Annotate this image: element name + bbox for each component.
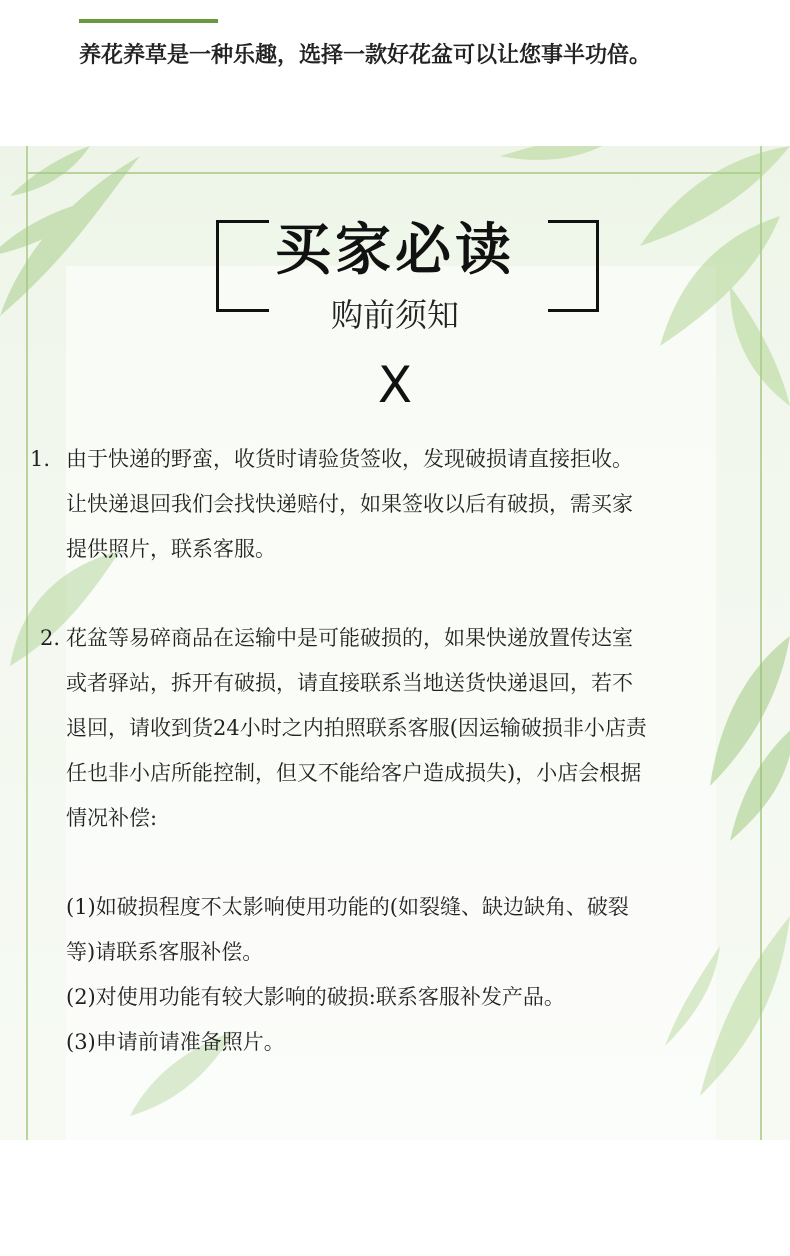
item-2-line-5: 情况补偿: <box>66 806 158 830</box>
item-1-number: 1. <box>30 447 51 471</box>
item-2-line-4: 任也非小店所能控制，但又不能给客户造成损失)，小店会根据 <box>66 761 642 785</box>
item-2-line-3: 退回，请收到货24小时之内拍照联系客服(因运输破损非小店责 <box>66 716 647 740</box>
item-2-number: 2. <box>40 626 61 650</box>
sub-item-3: (3)申请前请准备照片。 <box>66 1030 285 1054</box>
notice-title: 买家必读 <box>275 217 515 283</box>
sub-item-1-line-1: (1)如破损程度不太影响使用功能的(如裂缝、缺边缺角、破裂 <box>66 895 629 919</box>
notice-subtitle: 购前须知 <box>330 296 459 334</box>
item-1-line-3: 提供照片，联系客服。 <box>66 537 276 561</box>
sub-item-2: (2)对使用功能有较大影响的破损:联系客服补发产品。 <box>66 985 565 1009</box>
notice-mark: X <box>377 356 413 414</box>
sub-item-1-line-2: 等)请联系客服补偿。 <box>66 940 264 964</box>
leaf-decoration-bottom-right <box>660 906 790 1106</box>
tagline: 养花养草是一种乐趣，选择一款好花盆可以让您事半功倍。 <box>79 43 652 68</box>
item-1-line-2: 让快递退回我们会找快递赔付，如果签收以后有破损，需买家 <box>66 492 633 516</box>
item-2-line-2: 或者驿站，拆开有破损，请直接联系当地送货快递退回，若不 <box>66 671 633 695</box>
top-accent-rule <box>79 19 218 23</box>
leaf-decoration-right-middle <box>690 626 790 846</box>
item-1-line-1: 由于快递的野蛮，收货时请验货签收，发现破损请直接拒收。 <box>66 447 633 471</box>
item-2-line-1: 花盆等易碎商品在运输中是可能破损的，如果快递放置传达室 <box>66 626 633 650</box>
